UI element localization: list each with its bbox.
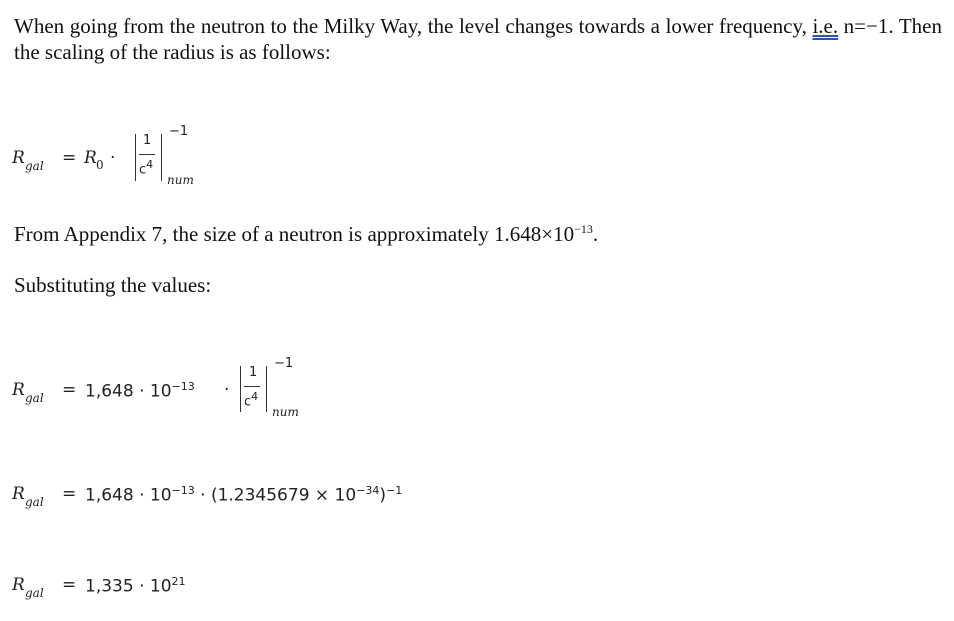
eq1-frac-line <box>139 154 155 155</box>
eq2-coefficient: $1,648 \cdot 10^{-13}$ <box>85 380 195 402</box>
eq1-exponent: −1 <box>169 124 189 139</box>
ie-link[interactable]: i.e. <box>812 14 839 38</box>
eq1-abs-right-bar <box>161 134 162 181</box>
eq1-abs-subscript: num <box>167 173 194 187</box>
eq4-r-symbol: R <box>12 575 25 595</box>
eq3-coef-exponent: −13 <box>171 484 195 497</box>
equation-result <box>12 561 272 621</box>
eq2-coef-exponent: −13 <box>171 380 195 393</box>
eq2-abs-left-bar <box>240 366 241 412</box>
eq1-dot: · <box>110 148 116 168</box>
paragraph-substituting <box>14 272 211 298</box>
eq4-exponent: 21 <box>171 575 186 588</box>
eq2-frac-line <box>244 386 260 387</box>
eq1-equals: = <box>62 148 77 168</box>
eq1-r0-subscript: 0 <box>96 158 104 172</box>
substituting-text: Substituting the values: <box>14 273 212 297</box>
eq2-r-subscript: gal <box>25 391 44 405</box>
eq4-r-subscript: gal <box>25 586 44 600</box>
eq1-r-symbol: R <box>12 148 25 168</box>
eq1-frac-den-exp: 4 <box>146 158 154 171</box>
eq2-abs-subscript: num <box>272 405 299 419</box>
equation-numeric <box>12 470 492 530</box>
equation-radius-scaling <box>12 124 212 188</box>
eq1-r0-symbol: R <box>84 148 97 168</box>
eq1-frac-denominator: $c^4$ <box>139 158 154 178</box>
eq3-inner-exponent: −34 <box>356 484 380 497</box>
eq1-frac-numerator: 1 <box>143 133 152 148</box>
eq2-r-symbol: R <box>12 380 25 400</box>
eq3-equals: = <box>62 484 77 504</box>
eq3-r-symbol: R <box>12 484 25 504</box>
intro-text-start: When going from the neutron to the Milky Way, the level changes towards a lower frequency, <box>14 14 813 38</box>
equation-substituted <box>12 356 332 420</box>
eq4-value: $1,335 \cdot 10^{21}$ <box>85 575 186 597</box>
paragraph-intro <box>14 13 942 65</box>
eq2-exponent: −1 <box>274 356 294 371</box>
eq3-outer-exponent: −1 <box>386 484 403 497</box>
eq2-frac-den-exp: 4 <box>251 390 259 403</box>
eq2-frac-denominator: $c^4$ <box>244 390 259 410</box>
neutron-size-exponent: −13 <box>574 222 593 236</box>
neutron-size-tail: . <box>592 222 599 246</box>
eq3-r-subscript: gal <box>25 495 44 509</box>
eq2-abs-right-bar <box>266 366 267 412</box>
neutron-size-text: From Appendix 7, the size of a neutron is approximately 1.648×10 <box>14 222 575 246</box>
intro-text-end: n=−1. Then the scaling of the radius is as follows: <box>14 14 942 64</box>
eq2-equals: = <box>62 380 77 400</box>
eq2-frac-numerator: 1 <box>249 365 258 380</box>
eq3-expression: $1,648 \cdot 10^{-13} \cdot (1.2345679 \times 10^{-34})^{-1}$ <box>85 484 403 506</box>
eq2-dot: · <box>224 380 230 400</box>
paragraph-neutron-size <box>14 221 598 247</box>
eq1-abs-left-bar <box>135 134 136 181</box>
eq1-r-subscript: gal <box>25 159 44 173</box>
eq4-equals: = <box>62 575 77 595</box>
